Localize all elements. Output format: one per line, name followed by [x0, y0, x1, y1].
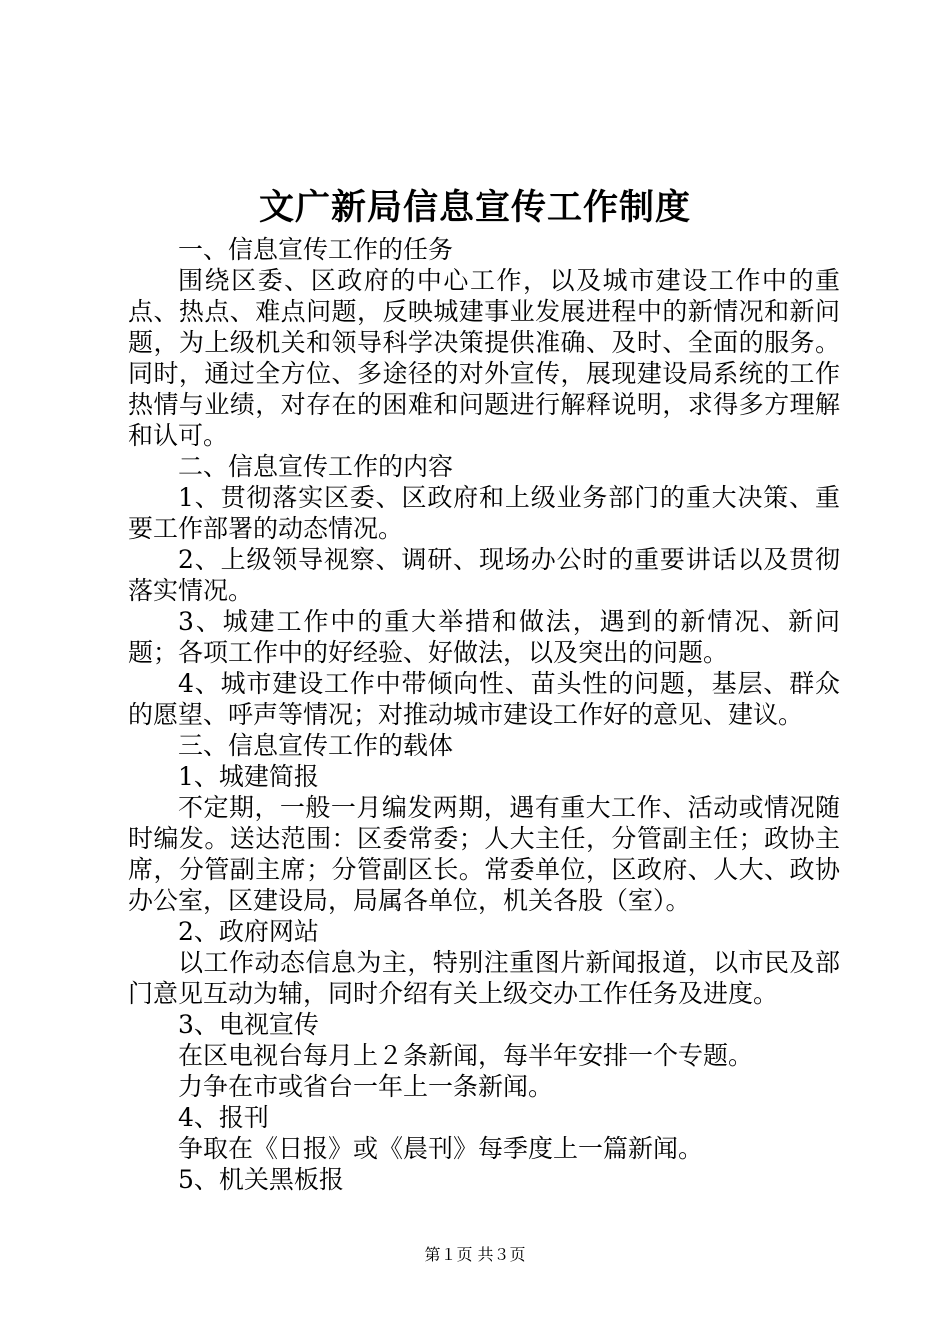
subheading-website: 2、政府网站 [178, 917, 319, 946]
paragraph-briefing: 不定期，一般一月编发两期，遇有重大工作、活动或情况随时编发。送达范围：区委常委；人大主任，分管副主任；政协主席，分管副主席；分管副区长。常委单位，区政府、人大、政协办公室，区建设局，局属各单位，机关各股（室）。 [128, 793, 840, 915]
paragraph-content-1: 1、贯彻落实区委、区政府和上级业务部门的重大决策、重要工作部署的动态情况。 [128, 483, 840, 543]
paragraph-content-2: 2、上级领导视察、调研、现场办公时的重要讲话以及贯彻落实情况。 [128, 545, 840, 605]
paragraph-content-4: 4、城市建设工作中带倾向性、苗头性的问题，基层、群众的愿望、呼声等情况；对推动城市建设工作好的意见、建议。 [128, 669, 840, 729]
section-heading-carriers: 三、信息宣传工作的载体 [178, 731, 454, 760]
document-title: 文广新局信息宣传工作制度 [258, 187, 691, 228]
section-heading-tasks: 一、信息宣传工作的任务 [178, 235, 454, 264]
section-heading-content: 二、信息宣传工作的内容 [178, 452, 454, 481]
paragraph-website: 以工作动态信息为主，特别注重图片新闻报道，以市民及部门意见互动为辅，同时介绍有关上级交办工作任务及进度。 [128, 948, 840, 1008]
subheading-briefing: 1、城建简报 [178, 762, 319, 791]
paragraph-tv-2: 力争在市或省台一年上一条新闻。 [178, 1072, 554, 1101]
subheading-press: 4、报刊 [178, 1103, 269, 1132]
subheading-tv: 3、电视宣传 [178, 1010, 319, 1039]
paragraph-press: 争取在《日报》或《晨刊》每季度上一篇新闻。 [178, 1134, 704, 1163]
paragraph-tv-1: 在区电视台每月上２条新闻，每半年安排一个专题。 [178, 1041, 754, 1070]
page-number-footer: 第１页 共３页 [424, 1245, 526, 1264]
subheading-blackboard: 5、机关黑板报 [178, 1165, 344, 1194]
paragraph-tasks: 围绕区委、区政府的中心工作，以及城市建设工作中的重点、热点、难点问题，反映城建事业发展进程中的新情况和新问题，为上级机关和领导科学决策提供准确、及时、全面的服务。同时，通过全方位、多途径的对外宣传，展现建设局系统的工作热情与业绩，对存在的困难和问题进行解释说明，求得多方理解和认可。 [128, 266, 840, 450]
document-body [128, 234, 840, 1195]
paragraph-content-3: 3、城建工作中的重大举措和做法，遇到的新情况、新问题；各项工作中的好经验、好做法，以及突出的问题。 [128, 607, 840, 667]
